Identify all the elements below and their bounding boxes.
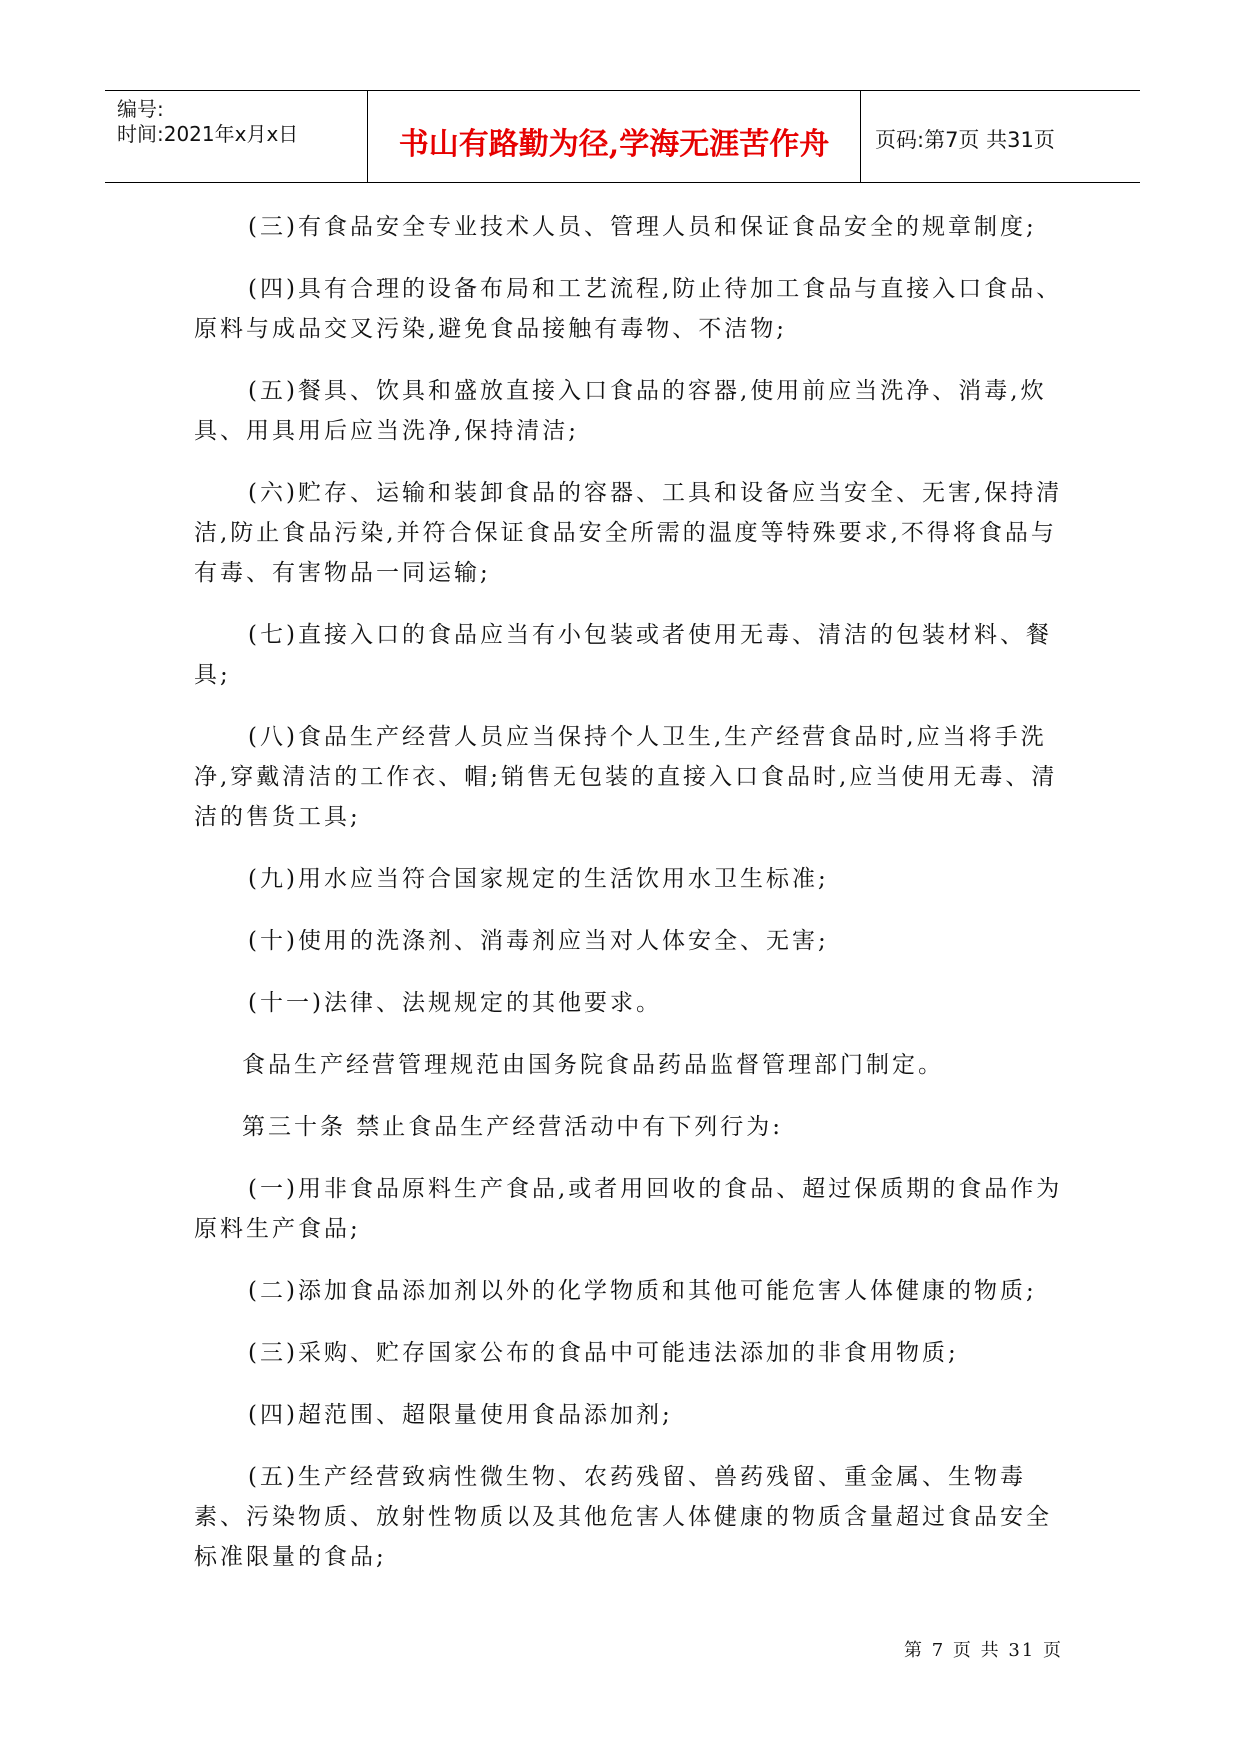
paragraph: (十)使用的洗涤剂、消毒剂应当对人体安全、无害; bbox=[248, 928, 829, 954]
header-info-cell bbox=[105, 91, 368, 182]
paragraph: (一)用非食品原料生产食品,或者用回收的食品、超过保质期的食品作为原料生产食品; bbox=[194, 1176, 1063, 1242]
header-page-cell bbox=[861, 91, 1140, 182]
paragraph: (七)直接入口的食品应当有小包装或者使用无毒、清洁的包装材料、餐具; bbox=[194, 622, 1052, 688]
document-number-label: 编号: bbox=[117, 97, 164, 121]
header-motto: 书山有路勤为径,学海无涯苦作舟 bbox=[398, 127, 830, 162]
paragraph: (八)食品生产经营人员应当保持个人卫生,生产经营食品时,应当将手洗净,穿戴清洁的工作衣、帽;销售无包装的直接入口食品时,应当使用无毒、清洁的售货工具; bbox=[194, 724, 1058, 830]
paragraph: (十一)法律、法规规定的其他要求。 bbox=[248, 990, 662, 1016]
paragraph: (二)添加食品添加剂以外的化学物质和其他可能危害人体健康的物质; bbox=[248, 1278, 1037, 1304]
article-heading: 第三十条 禁止食品生产经营活动中有下列行为: bbox=[242, 1114, 784, 1140]
paragraph: (九)用水应当符合国家规定的生活饮用水卫生标准; bbox=[248, 866, 829, 892]
paragraph: (五)餐具、饮具和盛放直接入口食品的容器,使用前应当洗净、消毒,炊具、用具用后应当洗净,保持清洁; bbox=[194, 378, 1047, 444]
document-header bbox=[105, 90, 1140, 183]
paragraph: (三)采购、贮存国家公布的食品中可能违法添加的非食用物质; bbox=[248, 1340, 959, 1366]
document-time-label: 时间:2021年x月x日 bbox=[117, 122, 299, 146]
header-motto-cell bbox=[368, 91, 861, 182]
paragraph: (五)生产经营致病性微生物、农药残留、兽药残留、重金属、生物毒素、污染物质、放射性物质以及其他危害人体健康的物质含量超过食品安全标准限量的食品; bbox=[194, 1464, 1052, 1570]
paragraph: (四)超范围、超限量使用食品添加剂; bbox=[248, 1402, 673, 1428]
paragraph: (四)具有合理的设备布局和工艺流程,防止待加工食品与直接入口食品、原料与成品交叉污染,避免食品接触有毒物、不洁物; bbox=[194, 276, 1063, 342]
page-footer: 第 7 页 共 31 页 bbox=[904, 1640, 1063, 1661]
header-page-info: 页码:第7页 共31页 bbox=[875, 128, 1055, 152]
paragraph: (六)贮存、运输和装卸食品的容器、工具和设备应当安全、无害,保持清洁,防止食品污染,并符合保证食品安全所需的温度等特殊要求,不得将食品与有毒、有害物品一同运输; bbox=[194, 480, 1063, 586]
paragraph: 食品生产经营管理规范由国务院食品药品监督管理部门制定。 bbox=[242, 1052, 944, 1078]
document-body bbox=[194, 207, 1074, 1599]
paragraph: (三)有食品安全专业技术人员、管理人员和保证食品安全的规章制度; bbox=[248, 214, 1037, 240]
